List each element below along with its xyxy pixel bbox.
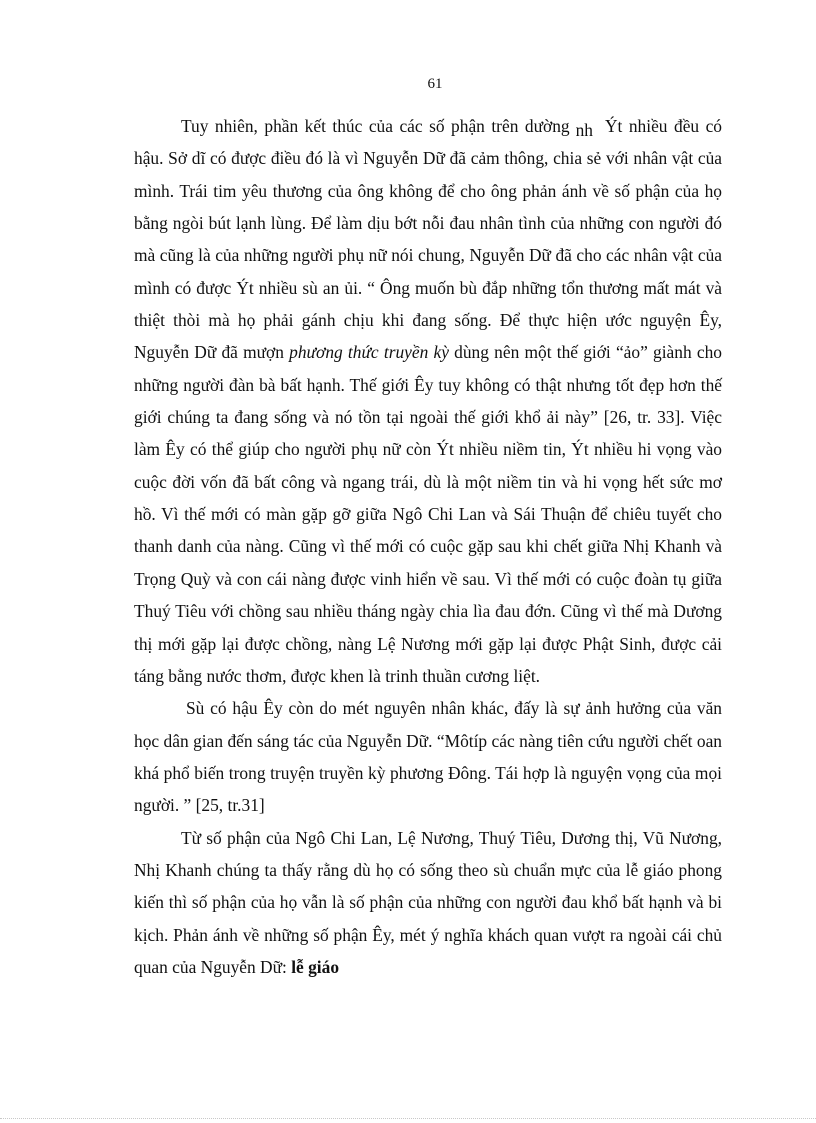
paragraph-1 bbox=[134, 110, 722, 692]
paragraph-3-part-a: Từ số phận của Ngô Chi Lan, Lệ Nương, Thuý Tiêu, Dương thị, Vũ Nương, Nhị Khanh chúng ta thấy rằng dù họ có sống theo sù chuẩn mực của lễ giáo phong kiến thì số phận của họ vẫn là số phận của những con người đau khổ bất hạnh và bi kịch. Phản ánh về những số phận Êy, mét ý nghĩa khách quan vượt ra ngoài cái chủ quan của Nguyễn Dữ: bbox=[134, 827, 722, 977]
paragraph-1-italic-phrase: phương thức truyền kỳ bbox=[289, 342, 449, 363]
page-number: 61 bbox=[427, 76, 443, 92]
page-bottom-rule bbox=[0, 1118, 816, 1119]
paragraph-3 bbox=[134, 822, 722, 984]
document-body bbox=[134, 110, 722, 983]
paragraph-3-bold-phrase: lễ giáo bbox=[291, 956, 340, 977]
paragraph-1-part-e: dùng nên một thế giới “ảo” giành cho những người đàn bà bất hạnh. Thế giới Êy tuy không có thật nhưng tốt đẹp hơn thế giới chúng ta đang sống và nó tồn tại ngoài thế giới khổ ải này” [26, tr. 33]. Việc làm Êy có thể giúp cho người phụ nữ còn Ýt nhiều niềm tin, Ýt nhiều hi vọng vào cuộc đời vốn đã bất công và ngang trái, dù là một niềm tin và hi vọng hết sức mơ hồ. Vì thế mới có màn gặp gỡ giữa Ngô Chi Lan và Sái Thuận để chiêu tuyết cho thanh danh của nàng. Cũng vì thế mới có cuộc gặp sau khi chết giữa Nhị Khanh và Trọng Quỳ và con cái nàng được vinh hiển về sau. Vì thế mới có cuộc đoàn tụ giữa Thuý Tiêu với chồng sau nhiều tháng ngày chia lìa đau đớn. Cũng vì thế mà Dương thị mới gặp lại được chồng, nàng Lệ Nương mới gặp lại được Phật Sinh, được cải táng bằng nước thơm, được khen là trinh thuần cương liệt. bbox=[134, 342, 722, 686]
paragraph-1-part-c: Ýt nhiều đều có hậu. Sở dĩ có được điều đó là vì Nguyễn Dữ đã cảm thông, chia sẻ với nhân vật của mình. Trái tim yêu thương của ông không để cho ông phản ánh về số phận của họ bằng ngòi bút lạnh lùng. Để làm dịu bớt nỗi đau nhân tình của những con người đó mà cũng là của những người phụ nữ nói chung, Nguyễn Dữ đã cho các nhân vật của mình có được Ýt nhiều sù an ủi. “ Ông muốn bù đắp những tổn thương mất mát và thiệt thòi mà họ phải gánh chịu khi đang sống. Để thực hiện ước nguyện Êy, Nguyễn Dữ đã mượn bbox=[134, 116, 723, 363]
paragraph-1-insert-nh: nh bbox=[575, 120, 593, 140]
paragraph-1-part-a: Tuy nhiên, phần kết thúc của các số phận trên dường bbox=[181, 116, 570, 136]
paragraph-2: Sù có hậu Êy còn do mét nguyên nhân khác, đấy là sự ảnh hưởng của văn học dân gian đến sáng tác của Nguyễn Dữ. “Môtíp các nàng tiên cứu người chết oan khá phổ biến trong truyện truyền kỳ phương Đông. Tái hợp là nguyện vọng của mọi người. ” [25, tr.31] bbox=[134, 698, 722, 816]
